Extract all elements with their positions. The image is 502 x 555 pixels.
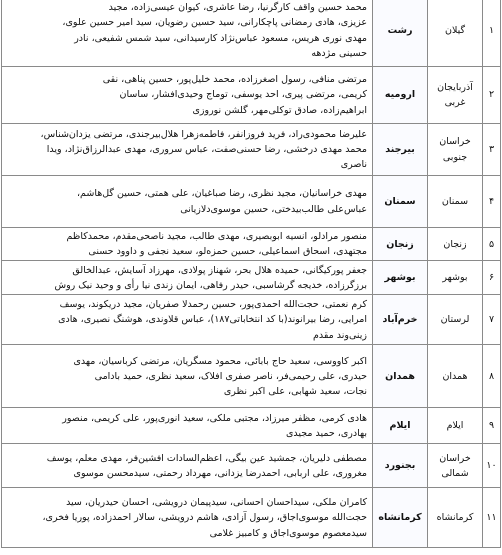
names-line: مجتهدی، اسحاق اسماعیلی، حسین حمزه‌لو، سعید نجفی و داوود حسنی <box>88 246 367 258</box>
names-line: حجت‌الله موسوی‌اجاق، رسول آزادی، هاشم درویشی، سالار احمدزاده، پوریا فخری، <box>42 512 367 524</box>
row-number: ۱۱ <box>483 488 501 548</box>
province-cell: ایلام <box>428 408 483 444</box>
city-cell: بیرجند <box>373 124 428 176</box>
city-cell: بجنورد <box>373 444 428 488</box>
names-line: منصور مرادلو، انسیه ابوبصیری، مهدی طالب، مجید ناصحی‌مقدم، محمدکاظم <box>66 231 367 242</box>
names-line: نجات، سعید شهابی، علی اکبر نظری <box>223 386 367 397</box>
row-number: ۲ <box>483 67 501 124</box>
names-cell <box>2 176 373 228</box>
names-line: حیدری، علی رحیمی‌فر، ناصر صفری افلاک، سعید نظری، حمید بادامی <box>94 370 367 382</box>
province-cell: زنجان <box>428 228 483 261</box>
names-cell <box>2 408 373 444</box>
province-cell: سمنان <box>428 176 483 228</box>
candidates-table <box>1 0 501 548</box>
row-number: ۹ <box>483 408 501 444</box>
names-line: کریمی، مرتضی پیری، احد یوسفی، توماج وحیدی‌افشار، ساسان <box>119 89 367 101</box>
table-row <box>2 0 501 67</box>
city-cell: رشت <box>373 0 428 67</box>
province-cell: آذربایجان غربی <box>428 67 483 124</box>
row-number: ۱ <box>483 0 501 67</box>
names-line: مهدی خراسانیان، مجید نظری، رضا صباغیان، علی همتی، حسین گل‌هاشم، <box>76 188 367 200</box>
row-number: ۱۰ <box>483 444 501 488</box>
names-line: مغروری، علی اربابی، احمدرضا یزدانی، مهرداد رحمتی، سیدمحسن موسوی <box>73 467 367 479</box>
names-cell <box>2 67 373 124</box>
province-cell: خراسان شمالی <box>428 444 483 488</box>
table-row <box>2 295 501 345</box>
row-number: ۵ <box>483 228 501 261</box>
names-line: عباس‌علی طالب‌بیدختی، حسین موسوی‌دلازیانی <box>180 203 367 215</box>
city-cell: ارومیه <box>373 67 428 124</box>
province-cell: همدان <box>428 345 483 408</box>
city-cell: سمنان <box>373 176 428 228</box>
names-line: محمد مهدی درخشی، رضا حسنی‌صفت، عباس سروری، مهدی عبدالرزاق‌نژاد، ویدا <box>46 143 367 155</box>
names-cell <box>2 295 373 345</box>
province-cell: خراسان جنوبی <box>428 124 483 176</box>
table-row <box>2 345 501 408</box>
names-line: عزیزی، هادی رمضانی پاچکارانی، سید حسین رضویان، سید امیر حسین علوی، <box>62 17 367 29</box>
table-row <box>2 261 501 295</box>
names-cell <box>2 444 373 488</box>
names-line: محمد حسین واقف کارگرنیا، رضا عاشری، کیوان عیسی‌زاده، مجید <box>108 2 367 14</box>
row-number: ۳ <box>483 124 501 176</box>
city-cell: همدان <box>373 345 428 408</box>
names-cell <box>2 261 373 295</box>
names-line: ناصری <box>340 159 367 171</box>
city-cell: کرمانشاه <box>373 488 428 548</box>
names-line: علیرضا محمودی‌راد، فرید فروزانفر، فاطمه‌زهرا هلال‌بیرجندی، مرتضی یزدان‌شناس، <box>40 128 367 140</box>
row-number: ۷ <box>483 295 501 345</box>
names-line: بهادری، حمید مجیدی <box>285 427 367 439</box>
names-cell <box>2 124 373 176</box>
names-line: مهدی نوری هریس، مسعود عباس‌نژاد کارسیدانی، سید شمس شفیعی، نادر <box>74 32 367 44</box>
names-line: ابراهیم‌زاده، صادق توکلی‌مهر، گلشن نوروزی <box>192 104 367 116</box>
province-cell: گیلان <box>428 0 483 67</box>
city-cell: زنجان <box>373 228 428 261</box>
table-row <box>2 67 501 124</box>
table-row <box>2 124 501 176</box>
names-line: سیدمعصوم موسوی‌اجاق و کامبیز غلامی <box>209 527 367 539</box>
city-cell: ایلام <box>373 408 428 444</box>
names-line: هادی کرمی، مظفر میرزاد، مجتبی ملکی، سعید انوری‌پور، علی کریمی، منصور <box>62 412 367 424</box>
table-row <box>2 408 501 444</box>
names-line: برزگرزاده، خدیجه گرشاسبی، حیدر رفاهی، ایمان زندی نیا رأی و وحید نیک روش <box>54 279 367 291</box>
names-line: حسینی مژدهه <box>311 47 367 59</box>
table-row <box>2 176 501 228</box>
names-cell <box>2 488 373 548</box>
names-cell <box>2 0 373 67</box>
province-cell: کرمانشاه <box>428 488 483 548</box>
names-line: امرایی، رضا بیرانوند(با کد انتخاباتی۱۸۷)، عباس قلاوندی، هوشنگ نصیری، هادی <box>58 314 367 326</box>
city-cell: بوشهر <box>373 261 428 295</box>
names-line: اکبر کاووسی، سعید حاج بابائی، محمود مسگریان، مرتضی کرباسیان، مهدی <box>73 355 367 367</box>
row-number: ۸ <box>483 345 501 408</box>
names-line: زینی‌وند مقدم <box>312 329 367 341</box>
names-line: کرم نعمتی، حجت‌الله احمدی‌پور، حسین رحمدلا صفریان، مجید دریکوند، یوسف <box>59 299 367 311</box>
city-cell: خرم‌آباد <box>373 295 428 345</box>
names-line: مرتضی منافی، رسول اصغرزاده، محمد خلیل‌پور، حسین پناهی، نقی <box>102 74 367 86</box>
table-row <box>2 444 501 488</box>
row-number: ۶ <box>483 261 501 295</box>
table-row <box>2 488 501 548</box>
row-number: ۴ <box>483 176 501 228</box>
table-row <box>2 228 501 261</box>
province-cell: بوشهر <box>428 261 483 295</box>
names-cell <box>2 228 373 261</box>
names-line: کامران ملکی، سیداحسان احسانی، سیدپیمان درویشی، احسان حیدریان، سید <box>66 497 367 509</box>
names-cell <box>2 345 373 408</box>
province-cell: لرستان <box>428 295 483 345</box>
names-line: جعفر پورکیگانی، حمیده هلال بحر، شهناز پولادی، مهرزاد آسایش، عبدالخالق <box>72 264 367 276</box>
names-line: مصطفی دلیریان، جمشید عین بیگی، اعظم‌السادات افشین‌فر، مهدی معلم، یوسف <box>46 452 367 464</box>
